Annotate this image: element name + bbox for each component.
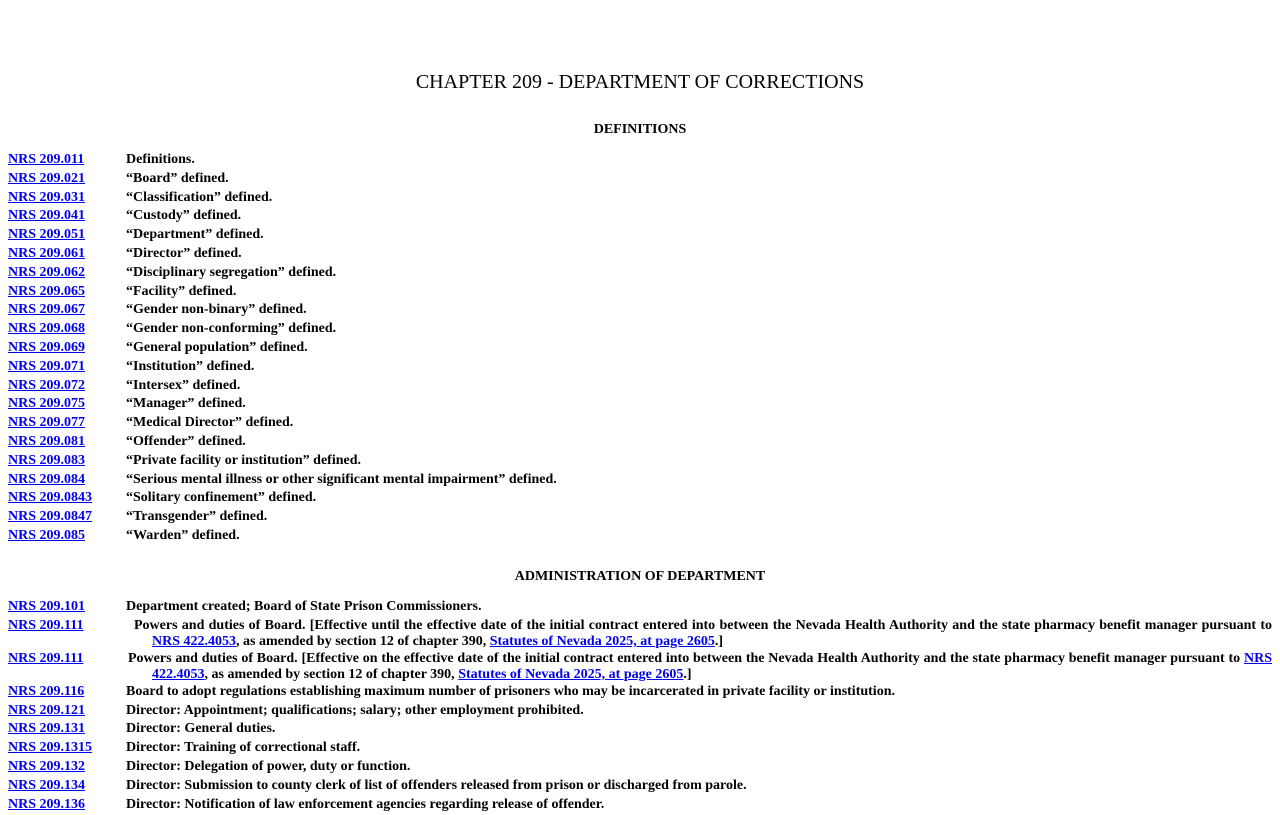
list-item	[8, 340, 1272, 359]
section-description: “Manager” defined.	[126, 396, 246, 412]
section-link[interactable]: NRS 209.0843	[8, 490, 93, 506]
section-link[interactable]: NRS 209.111	[8, 617, 84, 633]
section-link[interactable]: NRS 209.071	[8, 358, 86, 374]
list-item	[8, 265, 1272, 284]
section-description: Director: Submission to county clerk of list of offenders released from prison or discharged from parole.	[126, 777, 747, 793]
section-link[interactable]: NRS 209.136	[8, 796, 86, 812]
list-item	[8, 684, 1272, 703]
list-item	[8, 618, 1272, 651]
list-item	[8, 190, 1272, 209]
list-item	[8, 415, 1272, 434]
chapter-title: CHAPTER 209 - DEPARTMENT OF CORRECTIONS	[415, 71, 865, 93]
section-link[interactable]: NRS 209.116	[8, 683, 85, 699]
section-link[interactable]: NRS 209.021	[8, 170, 86, 186]
list-item	[8, 434, 1272, 453]
list-item	[8, 703, 1272, 722]
section-description: “Gender non-binary” defined.	[126, 302, 307, 318]
list-item	[8, 171, 1272, 190]
section-link[interactable]: NRS 209.0847	[8, 509, 93, 525]
section-link[interactable]: NRS 209.111	[8, 650, 84, 666]
list-item	[8, 528, 1272, 547]
list-item	[8, 778, 1272, 797]
list-item	[8, 490, 1272, 509]
administration-list	[8, 599, 1272, 815]
definitions-list	[8, 152, 1272, 547]
section-description: Director: Notification of law enforcement agencies regarding release of offender.	[126, 796, 605, 812]
list-item	[8, 284, 1272, 303]
section-description: “Classification” defined.	[126, 189, 273, 205]
section-description: “Institution” defined.	[126, 358, 255, 374]
section-description: “Custody” defined.	[126, 208, 242, 224]
section-link[interactable]: NRS 209.051	[8, 227, 86, 243]
section-description	[134, 617, 1272, 650]
section-description	[128, 650, 1272, 683]
section-link[interactable]: NRS 209.081	[8, 433, 86, 449]
list-item	[8, 152, 1272, 171]
list-item	[8, 227, 1272, 246]
section-link[interactable]: NRS 209.101	[8, 599, 86, 614]
section-link[interactable]: NRS 209.121	[8, 702, 86, 718]
section-description: “Director” defined.	[126, 245, 242, 261]
section-description: Director: Delegation of power, duty or function.	[126, 758, 411, 774]
administration-heading: ADMINISTRATION OF DEPARTMENT	[514, 569, 766, 584]
section-description: Director: General duties.	[126, 721, 276, 737]
list-item	[8, 302, 1272, 321]
list-item	[8, 453, 1272, 472]
section-description: Director: Training of correctional staff.	[126, 740, 361, 756]
list-item	[8, 208, 1272, 227]
section-link[interactable]: NRS 209.132	[8, 758, 86, 774]
list-item	[8, 651, 1272, 684]
cross-reference-link[interactable]: NRS 422.4053	[152, 633, 237, 649]
section-description: Board to adopt regulations establishing maximum number of prisoners who may be incarcerated in private facility or institution.	[126, 683, 895, 699]
section-link[interactable]: NRS 209.065	[8, 283, 86, 299]
section-link[interactable]: NRS 209.085	[8, 527, 86, 543]
administration-items	[8, 684, 1272, 815]
section-description: “Department” defined.	[126, 227, 264, 243]
section-link[interactable]: NRS 209.083	[8, 452, 86, 468]
section-link[interactable]: NRS 209.011	[8, 152, 85, 167]
section-description: Department created; Board of State Prison Commissioners.	[126, 599, 482, 614]
list-item	[8, 759, 1272, 778]
section-link[interactable]: NRS 209.131	[8, 721, 86, 737]
section-link[interactable]: NRS 209.1315	[8, 740, 93, 756]
section-link[interactable]: NRS 209.068	[8, 321, 86, 337]
list-item	[8, 740, 1272, 759]
section-link[interactable]: NRS 209.077	[8, 415, 86, 431]
description-text: , as amended by section 12 of chapter 390,	[236, 633, 490, 649]
description-text: Powers and duties of Board. [Effective until the effective date of the initial contract entered into between the Nevada Health Authority and the state pharmacy benefit manager pursuant to	[134, 617, 1272, 633]
description-text: , as amended by section 12 of chapter 390,	[204, 666, 459, 682]
section-link[interactable]: NRS 209.062	[8, 264, 86, 280]
section-description: “Warden” defined.	[126, 527, 240, 543]
section-link[interactable]: NRS 209.067	[8, 302, 86, 318]
section-link[interactable]: NRS 209.072	[8, 377, 86, 393]
section-description: “Serious mental illness or other significant mental impairment” defined.	[126, 471, 557, 487]
description-text: Powers and duties of Board. [Effective on the effective date of the initial contract entered into between the Nevada Health Authority and the state pharmacy benefit manager pursuant to	[128, 650, 1244, 666]
section-description: “General population” defined.	[126, 339, 308, 355]
section-description: “Medical Director” defined.	[126, 415, 294, 431]
section-link[interactable]: NRS 209.031	[8, 189, 86, 205]
list-item	[8, 472, 1272, 491]
section-description: “Intersex” defined.	[126, 377, 241, 393]
section-description: “Private facility or institution” defined.	[126, 452, 361, 468]
section-description: “Offender” defined.	[126, 433, 246, 449]
section-link[interactable]: NRS 209.041	[8, 208, 86, 224]
section-description: “Disciplinary segregation” defined.	[126, 264, 337, 280]
definitions-heading: DEFINITIONS	[593, 122, 687, 137]
list-item	[8, 246, 1272, 265]
list-item	[8, 721, 1272, 740]
list-item	[8, 321, 1272, 340]
section-link[interactable]: NRS 209.069	[8, 339, 86, 355]
list-item	[8, 396, 1272, 415]
section-link[interactable]: NRS 209.075	[8, 396, 86, 412]
cross-reference-link[interactable]: NRS 422.4053	[152, 650, 1272, 682]
section-link[interactable]: NRS 209.084	[8, 471, 86, 487]
list-item	[8, 378, 1272, 397]
list-item	[8, 359, 1272, 378]
section-description: “Facility” defined.	[126, 283, 237, 299]
section-link[interactable]: NRS 209.134	[8, 777, 86, 793]
statutes-link[interactable]: Statutes of Nevada 2025, at page 2605	[489, 633, 715, 649]
section-description: “Board” defined.	[126, 170, 229, 186]
section-description: “Gender non-conforming” defined.	[126, 321, 337, 337]
statutes-link[interactable]: Statutes of Nevada 2025, at page 2605	[458, 666, 684, 682]
section-description: Director: Appointment; qualifications; salary; other employment prohibited.	[126, 702, 584, 718]
list-item	[8, 797, 1272, 815]
section-link[interactable]: NRS 209.061	[8, 245, 86, 261]
section-description: Definitions.	[126, 152, 195, 167]
list-item	[8, 509, 1272, 528]
description-text: .]	[714, 633, 724, 649]
description-text: .]	[683, 666, 692, 682]
list-item	[8, 599, 1272, 618]
section-description: “Transgender” defined.	[126, 509, 268, 525]
section-description: “Solitary confinement” defined.	[126, 490, 317, 506]
